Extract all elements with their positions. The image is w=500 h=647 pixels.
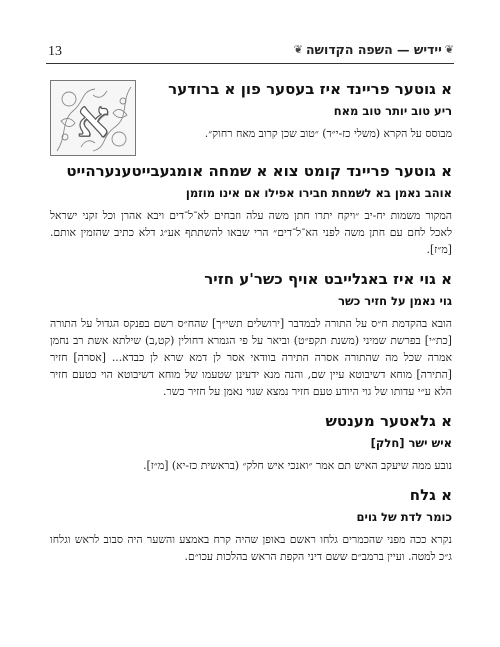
entry-subtitle: גוי נאמן על חזיר כשר <box>338 293 452 308</box>
header-rule <box>46 63 454 64</box>
ornament-right-icon: ❦ <box>444 43 454 56</box>
decorative-dropcap <box>50 80 136 156</box>
entry <box>50 162 452 258</box>
entry-title: א גוי איז באגלייבט אויף כשר'ע חזיר <box>204 269 452 288</box>
entry-title: א גלאטער מענטש <box>325 411 452 430</box>
page-number: 13 <box>48 44 62 59</box>
entry <box>50 80 452 150</box>
entry-body: נובע ממה שיעקב האיש תם אמר ״ואנכי איש חלק״ (בראשית כז-יא) [מ״ז]. <box>143 458 452 472</box>
entry-body: המקור משמות יח-יב ״ויקח יתרו חתן משה עלה וזבחים לא־ל־דים ויבא אהרן וכל זקני ישראל לאכל לחם עם חתן משה לפני הא־ל־דים״ הרי שבאו להשתתף אע״ג דלא כתיב שהזמין אותם. [מ״ז]. <box>50 208 452 256</box>
entry <box>50 486 452 565</box>
entry-subtitle: איש ישר [חלק] <box>370 435 452 450</box>
running-header <box>294 42 454 57</box>
entry-title: א גוטער פריינד איז בעסער פון א ברודער <box>168 80 452 98</box>
entry-title: א גלח <box>409 485 452 504</box>
running-title: יידיש — השפה הקדושה <box>305 42 442 57</box>
entry-body: נקרא ככה מפני שהכמרים גלחו ראשם באופן שהיה קרח באמצע והשער היה סבוב לראש וגלחו ג״כ למטה. ועיין ברמב״ם ששם דיני הקפת הראש בהלכות עכו״ם. <box>50 532 452 563</box>
entry-subtitle: כומר לדת של גוים <box>356 509 452 524</box>
entry-body: מבוסס על הקרא (משלי כז-י״ד) ״טוב שכן קרוב מאח רחוק״. <box>204 126 452 140</box>
entry <box>50 270 452 400</box>
entry-subtitle: ריע טוב יותר טוב מאח <box>333 104 452 118</box>
entry <box>50 412 452 474</box>
entry-title: א גוטער פריינד קומט צוא א שמחה אומגעבייטענערהייט <box>66 162 452 180</box>
entry-subtitle: אוהב נאמן בא לשמחת חבירו אפילו אם אינו מוזמן <box>185 186 452 200</box>
dropcap-letter: א <box>76 88 110 148</box>
ornament-left-icon: ❦ <box>293 43 303 56</box>
entry-body: הובא בהקדמת ח״ס על התורה לבמדבר [ירושלים תשי״ך] שהח״ס רשם בפנקס הגדול על התורה [כת״י] בפרשת שמיני (משנת תקפ״ט) וביאר על פי הגמרא דחולין (קט,ב) שילתא אשת רב נחמן אמרה שכל מה שהתורה אסרה התירה בוודאי אסר לן דמא שרא לן כבדא... [אסרה] חזיר [התירה] מוחא דשיבוטא עיין שם, והנה מנא ידעינן שטעמו של מוחא דשיבוטא הוי כטעם חזיר הלא ע״י עדותו של גוי היודע טעם חזיר נמצא שגוי נאמן על חזיר כשר. <box>50 316 452 398</box>
main-content <box>50 80 452 565</box>
